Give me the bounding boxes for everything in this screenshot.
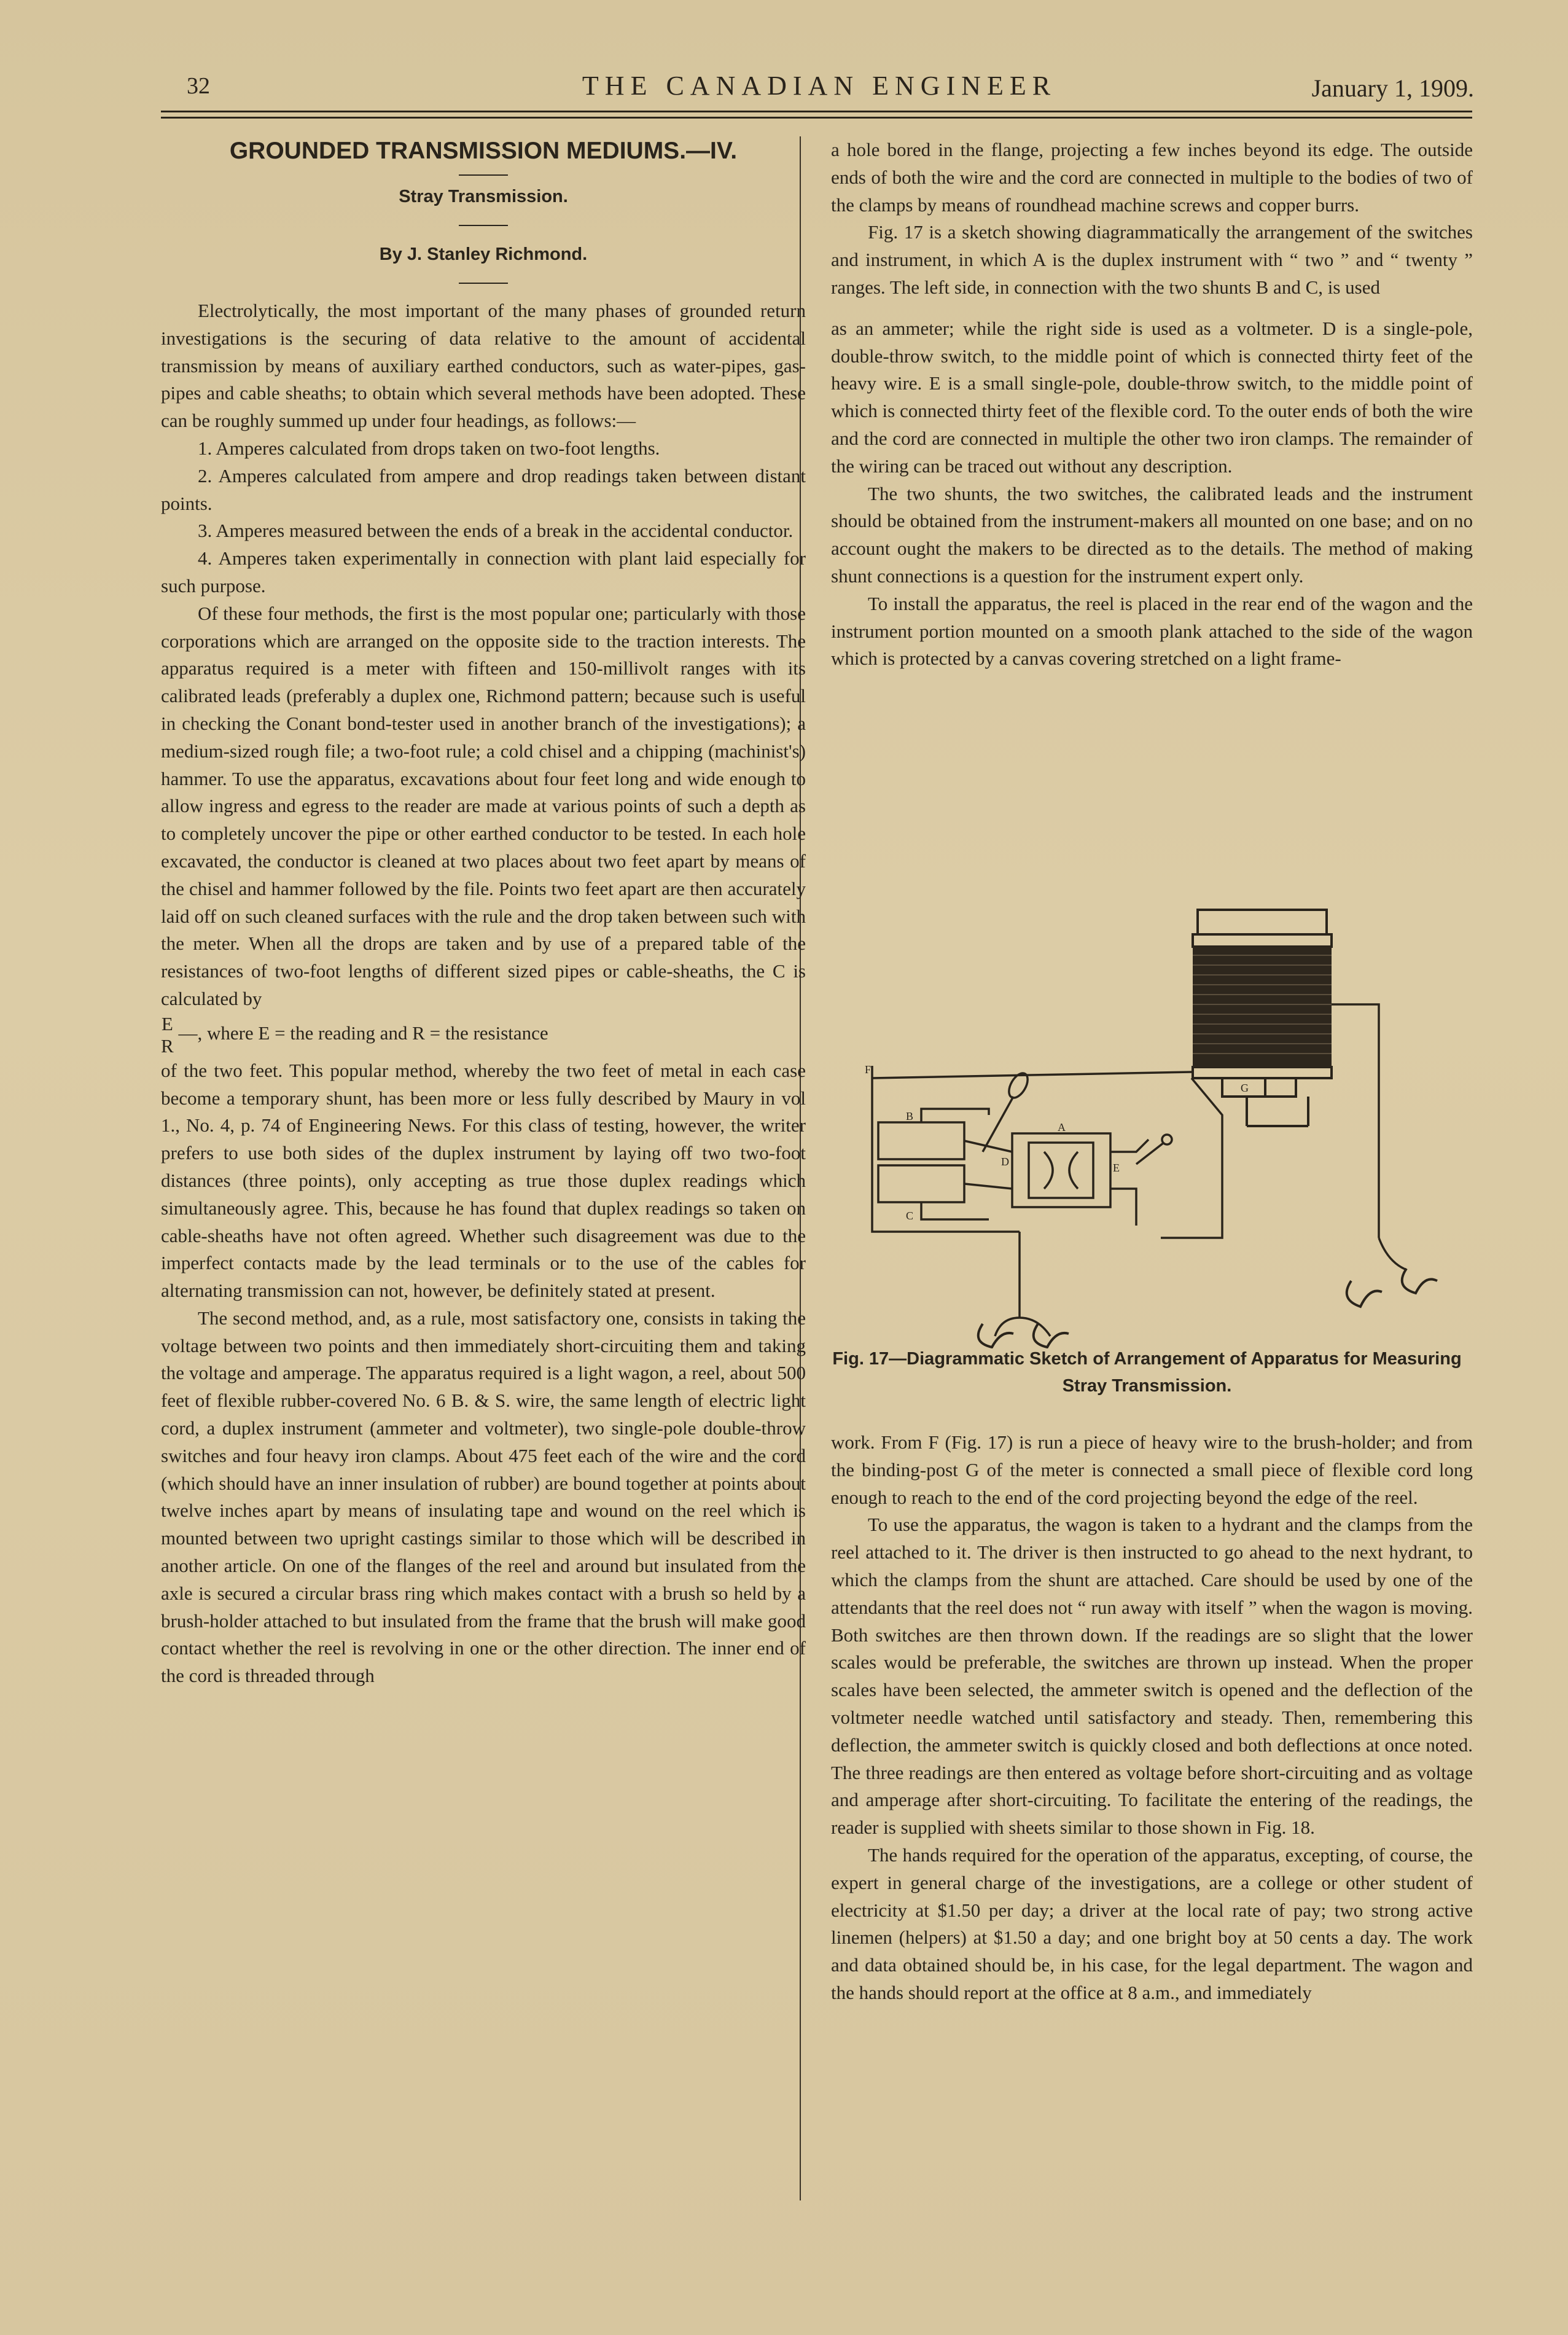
paragraph: The second method, and, as a rule, most satisfactory one, consists in taking the voltage between two points and then immediately short-circuiting them and taking the voltage and amperage. The apparatus required is a light wagon, a reel, about 500 feet of flexible rubber-covered No. 6 B. & S. wire, the same length of electric light cord, a duplex instrument (ammeter and voltmeter), two single-pole double-throw switches and four heavy iron clamps. About 475 feet each of the wire and the cord (which should have an inner insulation of rubber) are bound together at points about twelve inches apart by means of insulating tape and wound on the reel which is mounted between two upright castings similar to those which will be described in another article. On one of the flanges of the reel and around but insulated from the axle is secured a circular brass ring which makes contact with a brush so held by a brush-holder attached to but insulated from the frame that the brush will make good contact whether the reel is revolving in one or the other direction. The inner end of the cord is threaded through [161,1307,806,1687]
iron-clamps [978,1269,1437,1347]
figure-caption: Fig. 17—Diagrammatic Sketch of Arrangement of Apparatus for Measuring Stray Transmission. [832,1349,1462,1396]
formula-line [161,1013,806,1057]
label-b: B [906,1110,914,1122]
paragraph: as an ammeter; while the right side is used as a voltmeter. D is a single-pole, double-throw switch, to the middle point of which is connected thirty feet of the heavy wire. E is a small single-pole, double-throw switch, to the middle point of which is connected thirty feet of the flexible cord. To the outer ends of both the wire and the cord are connected in multiple the other two iron clamps. The remainder of the wiring can be traced out without any description. [831,317,1473,477]
formula-text: —, where E = the reading and R = the resistance [178,1022,548,1044]
paragraph: To use the apparatus, the wagon is taken to a hydrant and the clamps from the reel attached to it. The driver is then instructed to go ahead to the next hydrant, to which the clamps from the shunt are attached. Care should be used by one of the attendants that the reel does not “ run away with itself ” when the wagon is moving. Both switches are then thrown down. If the readings are so slight that the lower scales would be preferable, the switches are thrown up instead. When the proper scales have been selected, the ammeter switch is opened and the deflection of the voltmeter needle watched until satisfactory and steady. Then, remembering this deflection, the ammeter switch is quickly closed and both deflections at once noted. The three readings are then entered as voltage before short-circuiting and as voltage and amperage after short-circuiting. To facilitate the entering of the readings, the reader is supplied with sheets similar to those shown in Fig. 18. [831,1514,1473,1839]
label-d: D [1001,1156,1009,1168]
article-subtitle: Stray Transmission. [399,187,568,206]
label-f: F [865,1063,872,1076]
article-title: GROUNDED TRANSMISSION MEDIUMS.—IV. [229,138,738,164]
journal-title: THE CANADIAN ENGINEER [582,71,1057,101]
paragraph: of the two feet. This popular method, whereby the two feet of metal in each case become a temporary shunt, has been more or less fully described by Maury in vol 1., No. 4, p. 74 of Engineering News. For this class of testing, however, the writer prefers to use both sides of the duplex instrument by laying off two two-foot distances (three points), only accepting as true those duplex readings which simultaneously agree. This, because he has found that duplex readings so taken on cable-sheaths have not often agreed. Whether such disagreement was due to the imperfect contacts made by the lead terminals or to the use of the cables for alternating transmission can not, however, be definitely stated at present. [161,1059,806,1302]
label-a: A [1058,1121,1066,1133]
list-item: 1. Amperes calculated from drops taken on two-foot lengths. [198,437,660,459]
article-byline: By J. Stanley Richmond. [379,244,588,264]
title-divider [459,174,508,176]
figure-17 [817,894,1477,1404]
fraction-numerator: E [161,1012,173,1035]
fraction [161,1013,174,1057]
paragraph: The two shunts, the two switches, the calibrated leads and the instrument should be obtained from the instrument-makers all mounted on one base; and on no account ought the makers to be directed as to the details. The method of making shunt connections is a question for the instrument expert only. [831,482,1473,587]
label-g: G [1241,1082,1249,1094]
list-item: 3. Amperes measured between the ends of a break in the accidental conductor. [198,520,794,542]
list-item: 4. Amperes taken experimentally in connection with plant laid especially for such purpose. [161,547,806,596]
label-e: E [1113,1162,1120,1174]
header-rule [161,111,1472,112]
paragraph: Electrolytically, the most important of the many phases of grounded return investigations is the securing of data relative to the amount of accidental transmission by means of auxiliary earthed conductors, such as water-pipes, gas-pipes and cable sheaths; to obtain which several methods have been adopted. These can be roughly summed up under four headings, as follows:— [161,300,806,432]
apparatus-diagram [817,894,1477,1348]
fraction-denominator: R [161,1035,174,1057]
paragraph: The hands required for the operation of the apparatus, excepting, of course, the expert in general charge of the investigations, are a college or other student of electricity at $1.50 per day; a driver at the local rate of pay; two strong active linemen (helpers) at $1.50 a day; and one bright boy at 50 cents a day. The work and data obtained should be, in his case, for the legal department. The wagon and the hands should report at the office at 8 a.m., and immediately [831,1844,1473,2003]
subtitle-divider [459,225,508,226]
page-header [165,66,1474,109]
header-rule-second [161,117,1472,119]
right-column [831,136,1473,673]
paragraph: work. From F (Fig. 17) is run a piece of heavy wire to the brush-holder; and from the binding-post G of the meter is connected a small piece of flexible cord long enough to reach to the end of the cord projecting beyond the edge of the reel. [831,1431,1473,1508]
byline-divider [459,283,508,284]
right-column-lower [831,1429,1473,2007]
list-item: 2. Amperes calculated from ampere and drop readings taken between distant points. [161,464,806,514]
paragraph: Of these four methods, the first is the most popular one; particularly with those corporations which are arranged on the opposite side to the traction interests. The apparatus required is a meter with fifteen and 150-millivolt ranges with its calibrated leads (preferably a duplex one, Richmond pattern; because such is useful in checking the Conant bond-tester used in another branch of the investigations); a medium-sized rough file; a two-foot rule; a cold chisel and a chipping (machinist's) hammer. To use the apparatus, excavations about four feet long and wide enough to allow ingress and egress to the reader are made at various points of such a depth as to completely uncover the pipe or other earthed conductor to be tested. In each hole excavated, the conductor is cleaned at two places about two feet apart by means of the chisel and hammer followed by the file. Points two feet apart are then accurately laid off on such cleaned surfaces with the rule and the drop taken between such with the meter. When all the drops are taken and by use of a prepared table of the resistances of two-foot lengths of different sized pipes or cable-sheaths, the C is calculated by [161,602,806,1009]
label-c: C [906,1210,914,1222]
issue-date: January 1, 1909. [1311,74,1474,102]
paragraph: a hole bored in the flange, projecting a few inches beyond its edge. The outside ends of both the wire and the cord are connected in multiple to the bodies of two of the clamps by means of roundhead machine screws and copper burrs. [831,139,1473,216]
paragraph: To install the apparatus, the reel is placed in the rear end of the wagon and the instrument portion mounted on a smooth plank attached to the side of the wagon which is protected by a canvas covering stretched on a light frame- [831,592,1473,670]
page-number: 32 [187,73,210,99]
paragraph: Fig. 17 is a sketch showing diagrammatically the arrangement of the switches and instrument, in which A is the duplex instrument with “ two ” and “ twenty ” ranges. The left side, in connection with the two shunts B and C, is used [831,221,1473,298]
left-column [161,136,806,1690]
reel-windings [1193,947,1332,1067]
